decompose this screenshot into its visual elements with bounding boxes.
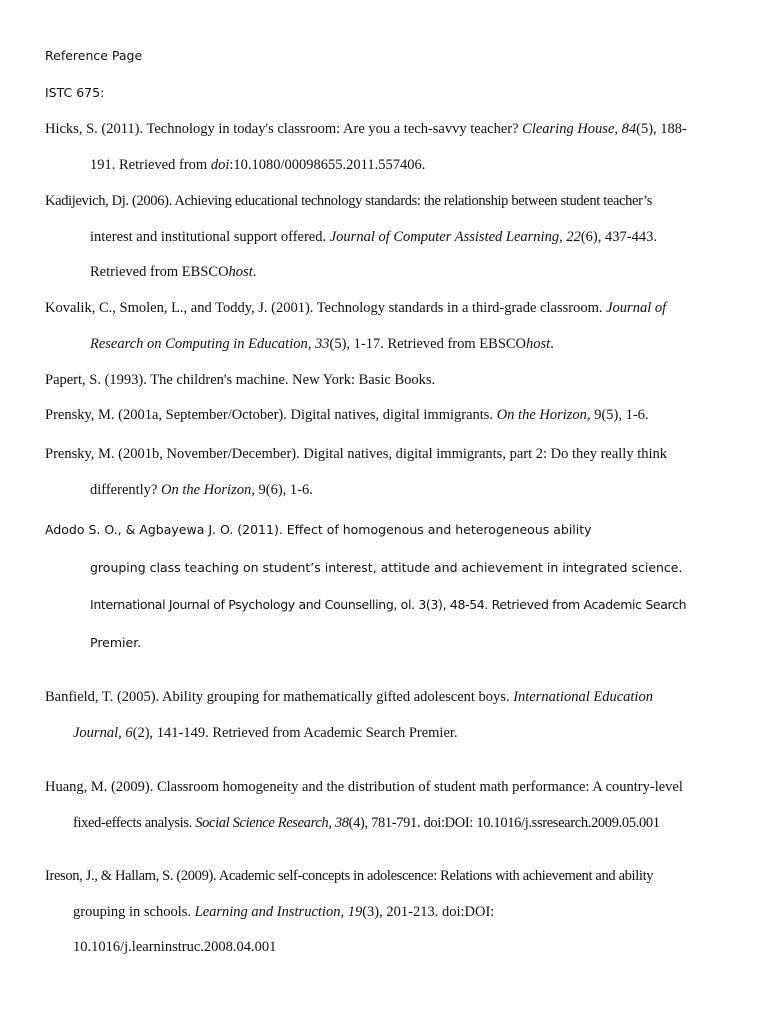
page-heading: Reference Page [45, 48, 143, 63]
reference-line: Banfield, T. (2005). Ability grouping for mathematically gifted adolescent boys. International Education [45, 689, 653, 705]
reference-line: International Journal of Psychology and Counselling, ol. 3(3), 48-54. Retrieved from Academic Search [90, 597, 687, 612]
reference-line: 10.1016/j.learninstruc.2008.04.001 [73, 939, 277, 955]
reference-line: Research on Computing in Education, 33(5), 1-17. Retrieved from EBSCOhost. [90, 336, 554, 352]
reference-line: Papert, S. (1993). The children's machine. New York: Basic Books. [45, 372, 436, 388]
reference-line: Prensky, M. (2001b, November/December). Digital natives, digital immigrants, part 2: Do they really think [45, 446, 668, 462]
course-label: ISTC 675: [45, 85, 105, 100]
reference-line: Prensky, M. (2001a, September/October). Digital natives, digital immigrants. On the Horizon, 9(5), 1-6. [45, 407, 649, 423]
reference-line: grouping in schools. Learning and Instruction, 19(3), 201-213. doi:DOI: [73, 904, 495, 920]
reference-line: Retrieved from EBSCOhost. [90, 264, 257, 280]
reference-line: Adodo S. O., & Agbayewa J. O. (2011). Effect of homogenous and heterogeneous ability [45, 522, 592, 537]
reference-line: grouping class teaching on student’s interest, attitude and achievement in integrated science. [90, 560, 683, 575]
reference-line: differently? On the Horizon, 9(6), 1-6. [90, 482, 313, 498]
reference-line: fixed-effects analysis. Social Science Research, 38(4), 781-791. doi:DOI: 10.1016/j.ssresearch.2009.05.001 [73, 815, 660, 831]
reference-line: Kadijevich, Dj. (2006). Achieving educational technology standards: the relationship between student teacher’s [45, 193, 653, 209]
reference-line: Ireson, J., & Hallam, S. (2009). Academic self-concepts in adolescence: Relations with achievement and ability [45, 868, 654, 884]
reference-line: Huang, M. (2009). Classroom homogeneity and the distribution of student math performance: A country-level [45, 779, 683, 795]
reference-line: Hicks, S. (2011). Technology in today's classroom: Are you a tech-savvy teacher? Clearing House, 84(5), 188- [45, 121, 687, 137]
reference-line: Kovalik, C., Smolen, L., and Toddy, J. (2001). Technology standards in a third-grade classroom. Journal of [45, 300, 667, 316]
reference-line: interest and institutional support offered. Journal of Computer Assisted Learning, 22(6), 437-443. [90, 229, 657, 245]
reference-line: Premier. [90, 635, 142, 650]
reference-line: 191. Retrieved from doi:10.1080/00098655.2011.557406. [90, 157, 426, 173]
reference-line: Journal, 6(2), 141-149. Retrieved from Academic Search Premier. [73, 725, 458, 741]
